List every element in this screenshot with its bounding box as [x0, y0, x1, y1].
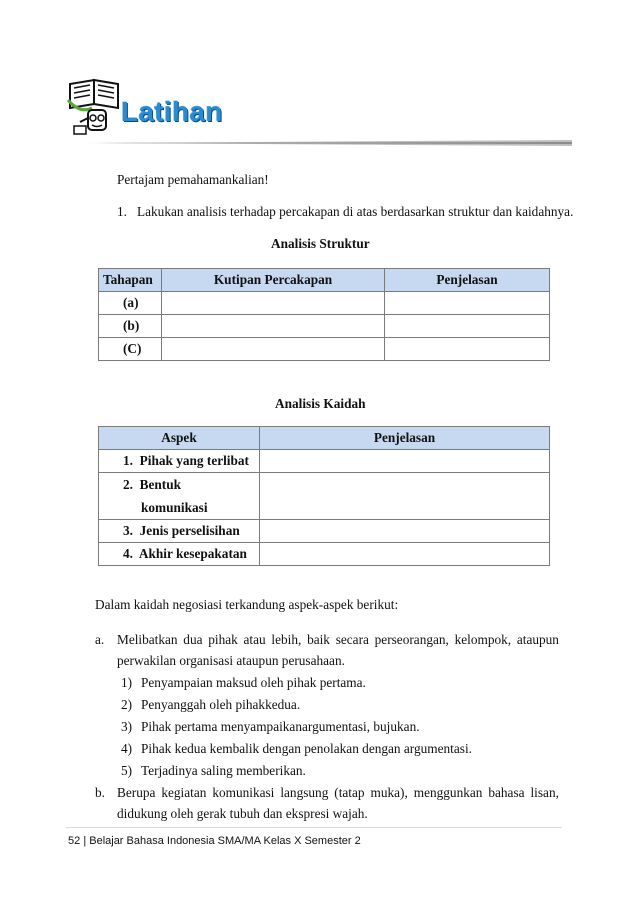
column-header: Kutipan Percakapan	[162, 269, 385, 292]
aspect-cell	[99, 520, 260, 543]
subitem-text: Pihak kedua kembalik dengan penolakan dengan argumentasi.	[141, 741, 472, 756]
section-title: Latihan	[121, 96, 223, 127]
table-header-row	[99, 427, 550, 450]
stage-cell: (b)	[99, 315, 162, 338]
subitem-number: 2)	[121, 697, 133, 712]
quote-cell[interactable]	[162, 338, 385, 361]
table-row	[99, 543, 550, 566]
quote-cell[interactable]	[162, 292, 385, 315]
instruction-number: 1.	[117, 204, 127, 219]
column-header: Aspek	[99, 427, 260, 450]
aspect-number: 3.	[123, 523, 133, 538]
aspect-cell	[99, 543, 260, 566]
word: Berupa	[117, 785, 156, 800]
list-marker-b: b.	[95, 785, 105, 800]
word: (tatap	[334, 785, 365, 800]
word: perseorangan,	[374, 632, 449, 647]
aspect-number: 4.	[123, 546, 133, 561]
body-lead: Dalam kaidah negosiasi terkandung aspek-aspek berikut:	[95, 597, 399, 612]
structure-table-title: Analisis Struktur	[271, 236, 370, 251]
word: muka),	[370, 785, 408, 800]
exercise-logo-icon	[66, 74, 126, 136]
subitem-number: 1)	[121, 675, 133, 690]
subitem-text: Pihak pertama menyampaikanargumentasi, bujukan.	[141, 719, 420, 734]
aspect-cell	[99, 473, 260, 520]
subitem-number: 4)	[121, 741, 133, 756]
explanation-cell[interactable]	[260, 543, 550, 566]
word: bahasa	[488, 785, 525, 800]
list-marker-a: a.	[95, 632, 105, 647]
word: dua	[183, 632, 203, 647]
subitem-text: Penyanggah oleh pihakkedua.	[141, 697, 301, 712]
aspect-label: Pihak yang terlibat	[139, 453, 249, 468]
word: pihak	[208, 632, 238, 647]
stage-cell: (a)	[99, 292, 162, 315]
item-b-line-1	[117, 785, 559, 801]
subitem-text: Terjadinya saling memberikan.	[141, 763, 306, 778]
explanation-cell[interactable]	[385, 292, 550, 315]
word: komunikasi	[212, 785, 275, 800]
word: ataupun	[516, 632, 559, 647]
quote-cell[interactable]	[162, 315, 385, 338]
column-header: Penjelasan	[260, 427, 550, 450]
page-number: 52	[68, 835, 81, 847]
item-b-line-2: didukung oleh gerak tubuh dan ekspresi wajah.	[117, 806, 368, 821]
aspect-label: Bentuk	[139, 477, 182, 492]
explanation-cell[interactable]	[260, 520, 550, 543]
aspect-label-continued: komunikasi	[141, 500, 208, 515]
word: menggunkan	[413, 785, 483, 800]
column-header: Penjelasan	[385, 269, 550, 292]
item-a-line-1	[117, 632, 559, 648]
stage-cell: (C)	[99, 338, 162, 361]
footer-divider	[66, 827, 562, 828]
aspect-number: 1.	[123, 453, 133, 468]
explanation-cell[interactable]	[385, 338, 550, 361]
page-footer	[68, 835, 361, 847]
table-row	[99, 520, 550, 543]
subitem-number: 5)	[121, 763, 133, 778]
explanation-cell[interactable]	[260, 450, 550, 473]
word: kegiatan	[161, 785, 207, 800]
column-header: Tahapan	[99, 269, 162, 292]
table-row	[99, 473, 550, 520]
aspect-cell	[99, 450, 260, 473]
explanation-cell[interactable]	[385, 315, 550, 338]
table-row	[99, 315, 550, 338]
table-row	[99, 450, 550, 473]
aspect-label: Jenis perselisihan	[139, 523, 240, 538]
word: atau	[243, 632, 266, 647]
intro-text: Pertajam pemahamankalian!	[117, 172, 269, 187]
footer-separator: |	[83, 835, 87, 847]
rule-table-title: Analisis Kaidah	[275, 396, 366, 411]
subitem-number: 3)	[121, 719, 133, 734]
word: langsung	[280, 785, 329, 800]
subitem-text: Penyampaian maksud oleh pihak pertama.	[141, 675, 366, 690]
word: secara	[335, 632, 369, 647]
header-divider	[86, 139, 572, 147]
aspect-label: Akhir kesepakatan	[138, 546, 247, 561]
word: Melibatkan	[117, 632, 178, 647]
structure-table	[98, 268, 550, 361]
explanation-cell[interactable]	[260, 473, 550, 520]
word: baik	[307, 632, 330, 647]
word: kelompok,	[454, 632, 512, 647]
word: lebih,	[271, 632, 302, 647]
table-row	[99, 338, 550, 361]
book-title: Belajar Bahasa Indonesia SMA/MA Kelas X Semester 2	[89, 835, 361, 847]
rule-table	[98, 426, 550, 566]
instruction-text: Lakukan analisis terhadap percakapan di atas berdasarkan struktur dan kaidahnya.	[137, 204, 574, 219]
item-a-line-2: perwakilan organisasi ataupun perusahaan.	[117, 653, 345, 668]
table-header-row	[99, 269, 550, 292]
word: lisan,	[530, 785, 559, 800]
aspect-number: 2.	[123, 477, 133, 492]
table-row	[99, 292, 550, 315]
